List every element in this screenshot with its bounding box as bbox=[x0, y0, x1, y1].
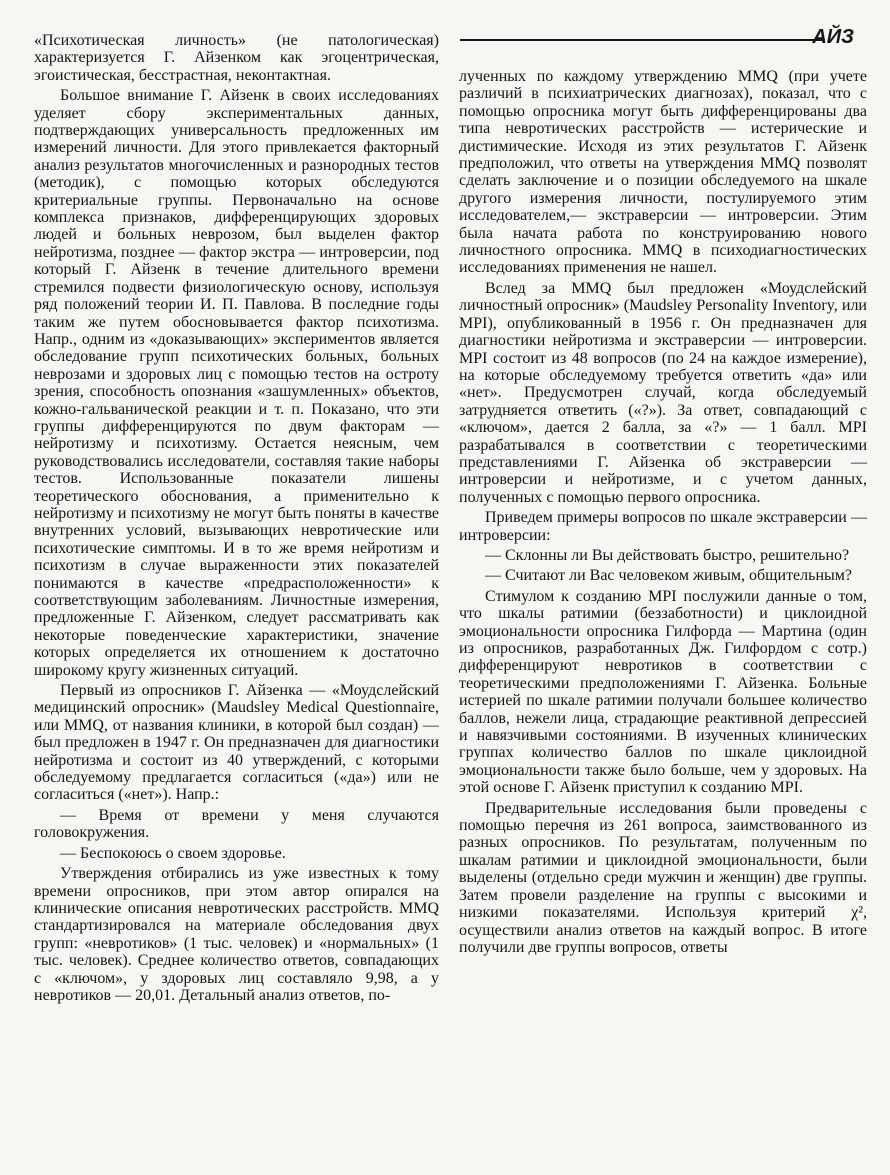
header-rule bbox=[460, 39, 825, 41]
paragraph: Утверждения отбирались из уже известных к тому времени опросников, при этом автор опирался на клинические описания невротических расстройств. MMQ стандартизировался на материале обследования двух групп: «невротиков» (1 тыс. человек) и «нормальных» (1 тыс. человек). Среднее количество ответов, совпадающих с «ключом», у здоровых лиц составляло 9,98, а у невротиков — 20,01. Детальный анализ ответов, по- bbox=[34, 865, 439, 1004]
paragraph: «Психотическая личность» (не патологическая) характеризуется Г. Айзенком как эгоцентрическая, эгоистическая, бесстрастная, неконтактная. bbox=[34, 32, 439, 84]
running-head: АЙЗ bbox=[812, 26, 854, 48]
paragraph: Стимулом к созданию MPI послужили данные о том, что шкалы ратимии (беззаботности) и циклоидной эмоциональности опросника Гилфорда — Мартина (один из опросников, разработанных Дж. Гилфордом с сотр.) дифференцируют невротиков в соответствии с теоретическими предположениями Г. Айзенка. Больные истерией по шкале ратимии получали большее количество баллов, нежели лица, страдающие реактивной депрессией и навязчивыми состояниями. В изученных клинических группах количество баллов по шкале циклоидной эмоциональности также было больше, чем у здоровых. На этой основе Г. Айзенк приступил к созданию MPI. bbox=[459, 587, 867, 797]
paragraph: Вслед за MMQ был предложен «Моудслейский личностный опросник» (Maudsley Personality Inventory, или MPI), опубликованный в 1956 г. Он предназначен для диагностики нейротизма и экстраверсии — интроверсии. MPI состоит из 48 вопросов (по 24 на каждое измерение), на которые обследуемому требуется ответить «да» или «нет». Предусмотрен случай, когда обследуемый затрудняется ответить («?»). За ответ, совпадающий с «ключом», дается 2 балла, за «?» — 1 балл. MPI разрабатывался в соответствии с теоретическими представлениями Г. Айзенка об экстраверсии — интроверсии и нейротизме, и с учетом данных, полученных с помощью первого опросника. bbox=[459, 279, 867, 506]
paragraph: Первый из опросников Г. Айзенка — «Моудслейский медицинский опросник» (Maudsley Medical Questionnaire, или MMQ, от названия клиники, в которой был создан) — был предложен в 1947 г. Он предназначен для диагностики нейротизма и состоит из 40 утверждений, с которыми обследуемому предлагается согласиться («да») или не согласиться («нет»). Напр.: bbox=[34, 682, 439, 804]
paragraph: лученных по каждому утверждению MMQ (при учете различий в психиатрических диагнозах), показал, что с помощью опросника могут быть дифференцированы два типа невротических расстройств — истерические и дистимические. Исходя из этих результатов Г. Айзенк предположил, что ответы на утверждения MMQ позволят сделать заключение и о позиции обследуемого на шкале другого измерения личности, постулируемого этим исследователем,— экстраверсии — интроверсии. Этим была начата работа по конструированию нового личностного опросника. MMQ в психодиагностических исследованиях применения не нашел. bbox=[459, 68, 867, 277]
paragraph: — Склонны ли Вы действовать быстро, решительно? bbox=[485, 546, 850, 564]
paragraph: Большое внимание Г. Айзенк в своих исследованиях уделяет сбору экспериментальных данных, подтверждающих универсальность предложенных им измерений личности. Для этого привлекается факторный анализ результатов многочисленных и разнородных тестов (методик), с помощью которых обследуются критериальные группы. Первоначально на основе комплекса признаков, дифференцирующих здоровых людей и больных неврозом, был выделен фактор нейротизма, позднее — фактор экстра — интроверсии, под который Г. Айзенк в течение длительного времени стремился подвести физиологическую основу, используя ряд положений теории И. П. Павлова. В последние годы таким же путем обосновывается фактор психотизма. Напр., одним из «доказывающих» экспериментов является обследование групп психотических больных, больных неврозами и здоровых лиц с помощью тестов на остроту зрения, способность опознания «зашумленных» объектов, кожно-гальванической реакции и т. п. Показано, что эти группы дифференцируются по двум факторам — нейротизму и психотизму. Остается неясным, чем руководствовались исследователи, составляя такие наборы тестов. Использованные показатели лишены теоретического обоснования, а применительно к нейротизму и психотизму не могут быть поняты в качестве внутренних условий, вызывающих невротические или психотические симптомы. И в то же время нейротизм и психотизм в случае выраженности этих показателей понимаются в качестве «предрасположенности» к соответствующим заболеваниям. Личностные измерения, предложенные Г. Айзенком, следует рассматривать как некоторые поведенческие характеристики, значение которых определяется их отношением к достаточно широкому кругу жизненных ситуаций. bbox=[34, 87, 439, 679]
paragraph: Приведем примеры вопросов по шкале экстраверсии — интроверсии: bbox=[459, 509, 867, 544]
paragraph: — Время от времени у меня случаются головокружения. bbox=[34, 806, 439, 842]
paragraph: Предварительные исследования были проведены с помощью перечня из 261 вопроса, заимствованного из разных опросников. По результатам, полученным по шкалам ратимии и циклоидной эмоциональности, были выделены (отдельно среди мужчин и женщин) две группы. Затем провели разделение на группы с высокими и низкими показателями. Используя критерий χ², осуществили анализ ответов на каждый вопрос. В итоге получили две группы вопросов, ответы bbox=[459, 799, 867, 956]
paragraph: — Считают ли Вас человеком живым, общительным? bbox=[485, 567, 852, 585]
paragraph: — Беспокоюсь о своем здоровье. bbox=[60, 844, 286, 862]
right-column bbox=[459, 68, 867, 956]
left-column bbox=[34, 32, 439, 1004]
